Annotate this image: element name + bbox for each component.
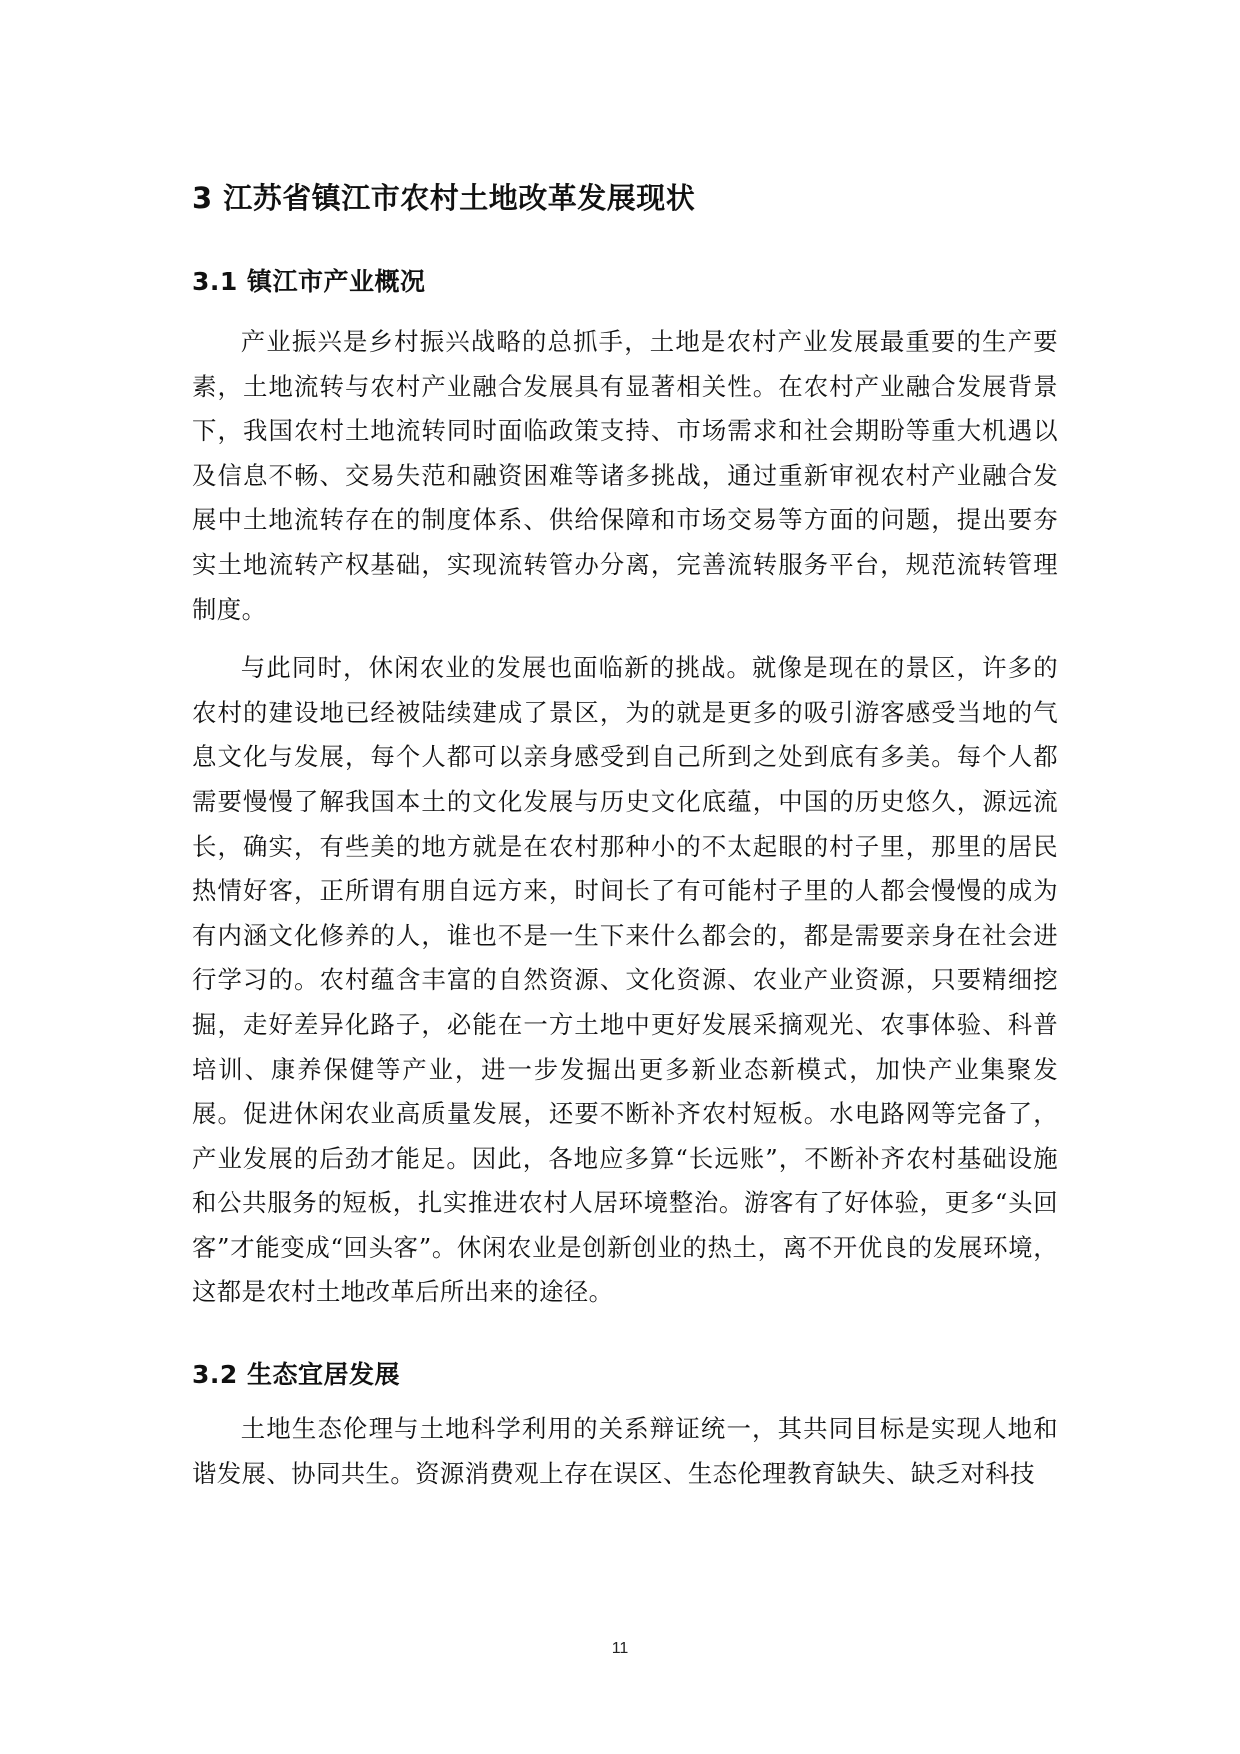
paragraph-industry-revitalization: 产业振兴是乡村振兴战略的总抓手，土地是农村产业发展最重要的生产要素，土地流转与农村产业融合发展具有显著相关性。在农村产业融合发展背景下，我国农村土地流转同时面临政策支持、市场需求和社会期盼等重大机遇以及信息不畅、交易失范和融资困难等诸多挑战，通过重新审视农村产业融合发展中土地流转存在的制度体系、供给保障和市场交易等方面的问题，提出要夯实土地流转产权基础，实现流转管办分离，完善流转服务平台，规范流转管理制度。	[192, 327, 1058, 624]
paragraph-land-ecology: 土地生态伦理与土地科学利用的关系辩证统一，其共同目标是实现人地和谐发展、协同共生。资源消费观上存在误区、生态伦理教育缺失、缺乏对科技	[192, 1414, 1058, 1488]
section-heading: 3 江苏省镇江市农村土地改革发展现状	[192, 181, 696, 215]
subsection-heading-3-1: 3.1 镇江市产业概况	[192, 267, 426, 296]
subsection-heading-3-2: 3.2 生态宜居发展	[192, 1360, 400, 1390]
page-number: 11	[611, 1640, 629, 1657]
page-content	[192, 178, 1058, 1496]
paragraph-leisure-agriculture: 与此同时，休闲农业的发展也面临新的挑战。就像是现在的景区，许多的农村的建设地已经被陆续建成了景区，为的就是更多的吸引游客感受当地的气息文化与发展，每个人都可以亲身感受到自己所到之处到底有多美。每个人都需要慢慢了解我国本土的文化发展与历史文化底蕴，中国的历史悠久，源远流长，确实，有些美的地方就是在农村那种小的不太起眼的村子里，那里的居民热情好客，正所谓有朋自远方来，时间长了有可能村子里的人都会慢慢的成为有内涵文化修养的人，谁也不是一生下来什么都会的，都是需要亲身在社会进行学习的。农村蕴含丰富的自然资源、文化资源、农业产业资源，只要精细挖掘，走好差异化路子，必能在一方土地中更好发展采摘观光、农事体验、科普培训、康养保健等产业，进一步发掘出更多新业态新模式，加快产业集聚发展。促进休闲农业高质量发展，还要不断补齐农村短板。水电路网等完备了，产业发展的后劲才能足。因此，各地应多算“长远账”，不断补齐农村基础设施和公共服务的短板，扎实推进农村人居环境整治。游客有了好体验，更多“头回客”才能变成“回头客”。休闲农业是创新创业的热土，离不开优良的发展环境，这都是农村土地改革后所出来的途径。	[192, 653, 1058, 1307]
